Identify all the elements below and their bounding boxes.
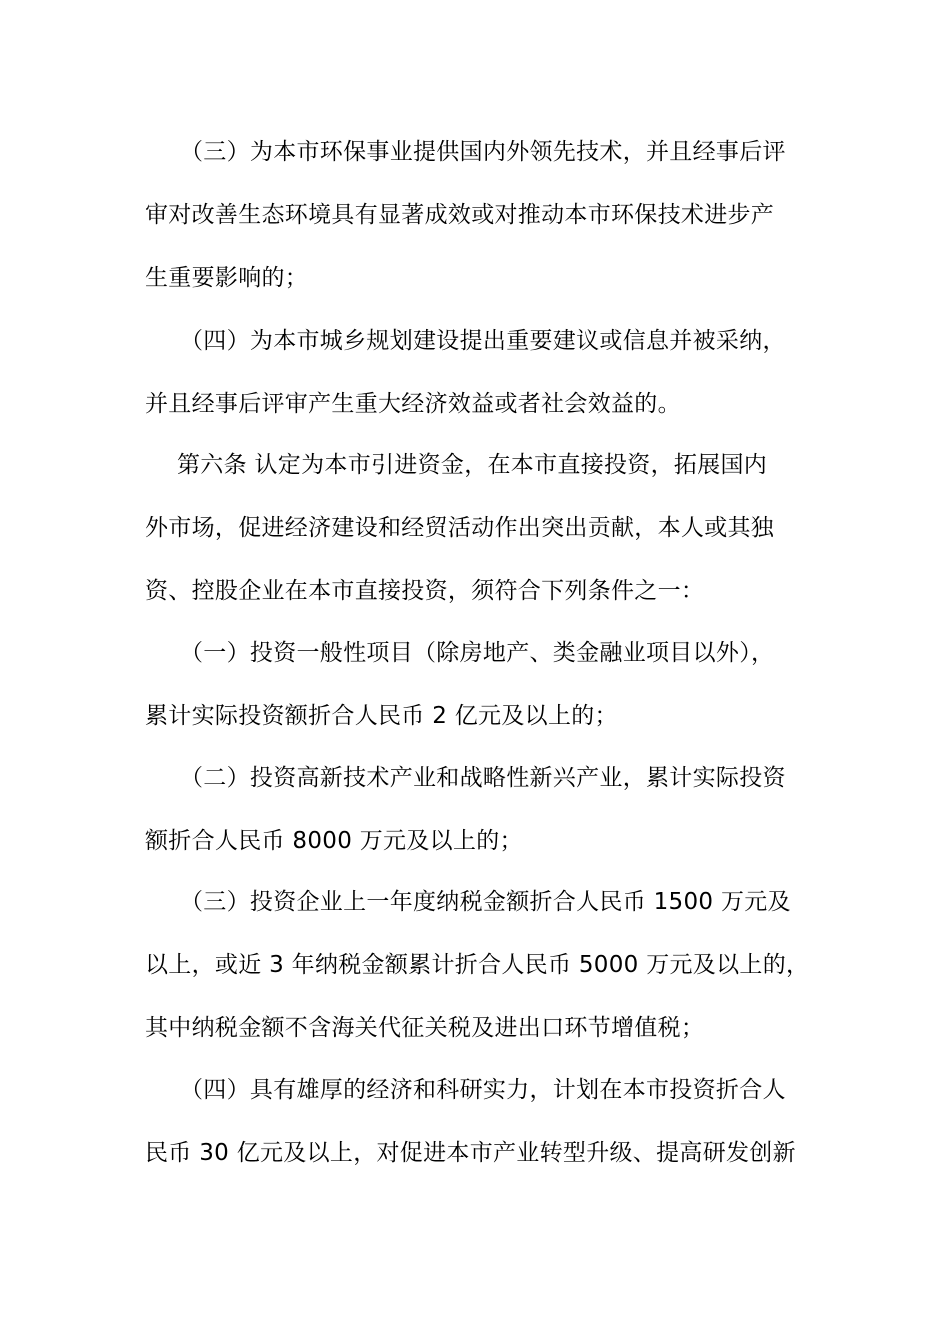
text-line: 民币 30 亿元及以上，对促进本市产业转型升级、提高研发创新 <box>145 1140 796 1166</box>
text-line: 生重要影响的； <box>145 265 309 291</box>
text-line: 其中纳税金额不含海关代征关税及进出口环节增值税； <box>145 1015 705 1041</box>
text-line: （四）具有雄厚的经济和科研实力，计划在本市投资折合人 <box>180 1077 786 1103</box>
article-heading-line: 第六条 认定为本市引进资金，在本市直接投资，拓展国内 <box>177 452 768 478</box>
text-line: 以上，或近 3 年纳税金额累计折合人民币 5000 万元及以上的， <box>145 952 810 978</box>
text-line: （三）投资企业上一年度纳税金额折合人民币 1500 万元及 <box>180 889 791 915</box>
text-line: （三）为本市环保事业提供国内外领先技术，并且经事后评 <box>180 139 786 165</box>
text-line: （二）投资高新技术产业和战略性新兴产业，累计实际投资 <box>180 765 786 791</box>
text-line: 资、控股企业在本市直接投资，须符合下列条件之一： <box>145 578 705 604</box>
text-line: 额折合人民币 8000 万元及以上的； <box>145 828 523 854</box>
text-line: 累计实际投资额折合人民币 2 亿元及以上的； <box>145 703 618 729</box>
text-line: 并且经事后评审产生重大经济效益或者社会效益的。 <box>145 391 681 417</box>
text-line: （一）投资一般性项目（除房地产、类金融业项目以外）， <box>180 640 775 666</box>
text-line: 外市场，促进经济建设和经贸活动作出突出贡献，本人或其独 <box>145 515 775 541</box>
text-line: 审对改善生态环境具有显著成效或对推动本市环保技术进步产 <box>145 202 775 228</box>
text-line: （四）为本市城乡规划建设提出重要建议或信息并被采纳， <box>180 328 786 354</box>
